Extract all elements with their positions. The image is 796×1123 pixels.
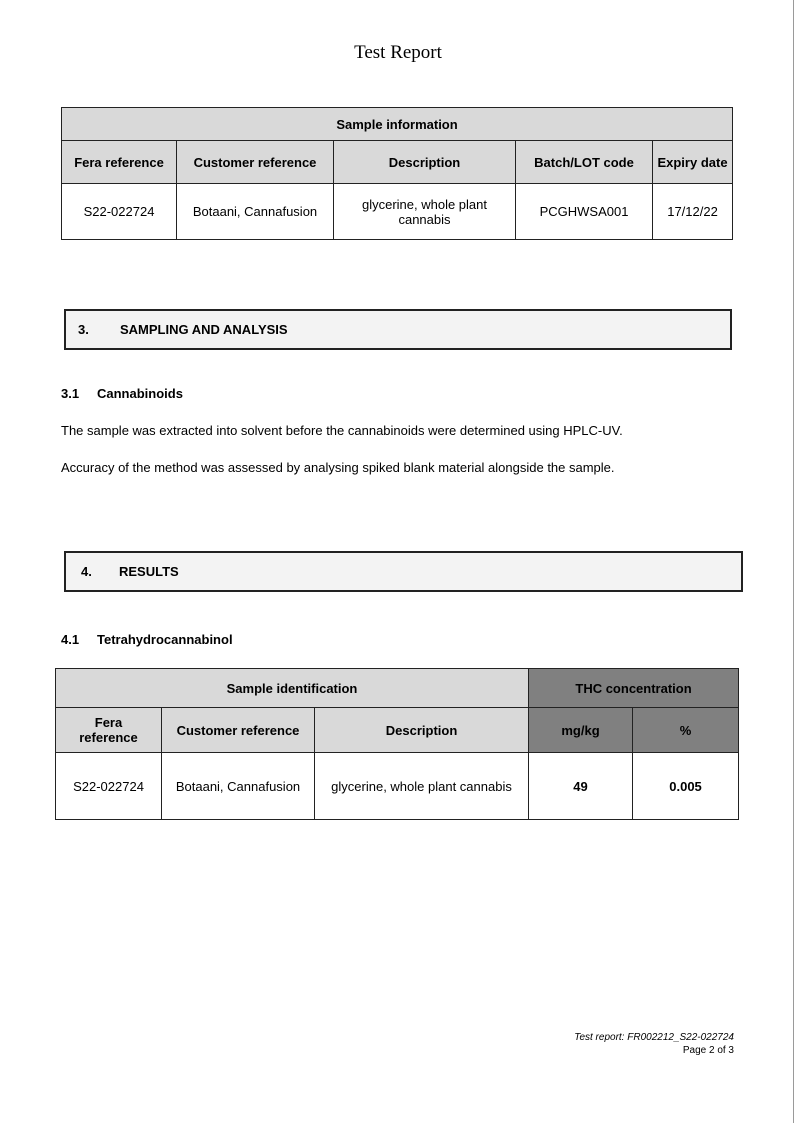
subsection-title: Cannabinoids — [97, 386, 183, 401]
page-footer — [574, 1031, 734, 1057]
page-number: Page 2 of 3 — [682, 1045, 734, 1056]
paragraph: The sample was extracted into solvent before the cannabinoids were determined using HPLC-UV. — [61, 423, 623, 438]
column-header: Description — [334, 141, 516, 184]
table-cell: glycerine, whole plant cannabis — [315, 753, 529, 820]
table-cell: 17/12/22 — [653, 184, 733, 240]
results-table — [55, 668, 739, 820]
report-title: Test Report — [354, 42, 442, 63]
sample-information-table — [61, 107, 733, 240]
section-heading-sampling — [64, 309, 732, 350]
table-cell: PCGHWSA001 — [516, 184, 653, 240]
table-row — [56, 753, 739, 820]
group-header-concentration: THC concentration — [529, 669, 739, 708]
table-cell: S22-022724 — [62, 184, 177, 240]
section-number: 3. — [78, 322, 89, 337]
subsection-heading-cannabinoids — [61, 386, 183, 401]
column-header: Customer reference — [177, 141, 334, 184]
column-header: % — [633, 708, 739, 753]
table-cell: Botaani, Cannafusion — [177, 184, 334, 240]
section-heading-results — [64, 551, 743, 592]
subsection-heading-thc — [61, 632, 233, 647]
table-cell-mgkg: 49 — [529, 753, 633, 820]
table-cell: Botaani, Cannafusion — [162, 753, 315, 820]
section-number: 4. — [81, 564, 92, 579]
column-header: Batch/LOT code — [516, 141, 653, 184]
column-header: Customer reference — [162, 708, 315, 753]
table-cell-percent: 0.005 — [633, 753, 739, 820]
table-cell: glycerine, whole plant cannabis — [334, 184, 516, 240]
table-cell: S22-022724 — [56, 753, 162, 820]
report-reference: Test report: FR002212_S22-022724 — [574, 1032, 734, 1043]
column-header: mg/kg — [529, 708, 633, 753]
column-header: Fera reference — [62, 141, 177, 184]
table-heading: Sample information — [62, 108, 733, 141]
subsection-number: 3.1 — [61, 386, 80, 401]
table-row — [62, 184, 733, 240]
column-header: Expiry date — [653, 141, 733, 184]
column-header: Fera reference — [56, 708, 162, 753]
subsection-number: 4.1 — [61, 632, 80, 647]
paragraph: Accuracy of the method was assessed by analysing spiked blank material alongside the sample. — [61, 460, 615, 475]
column-header: Description — [315, 708, 529, 753]
section-title: SAMPLING AND ANALYSIS — [120, 322, 288, 337]
subsection-title: Tetrahydrocannabinol — [97, 632, 233, 647]
section-title: RESULTS — [119, 564, 179, 579]
page-edge — [793, 0, 794, 1123]
group-header-identification: Sample identification — [56, 669, 529, 708]
